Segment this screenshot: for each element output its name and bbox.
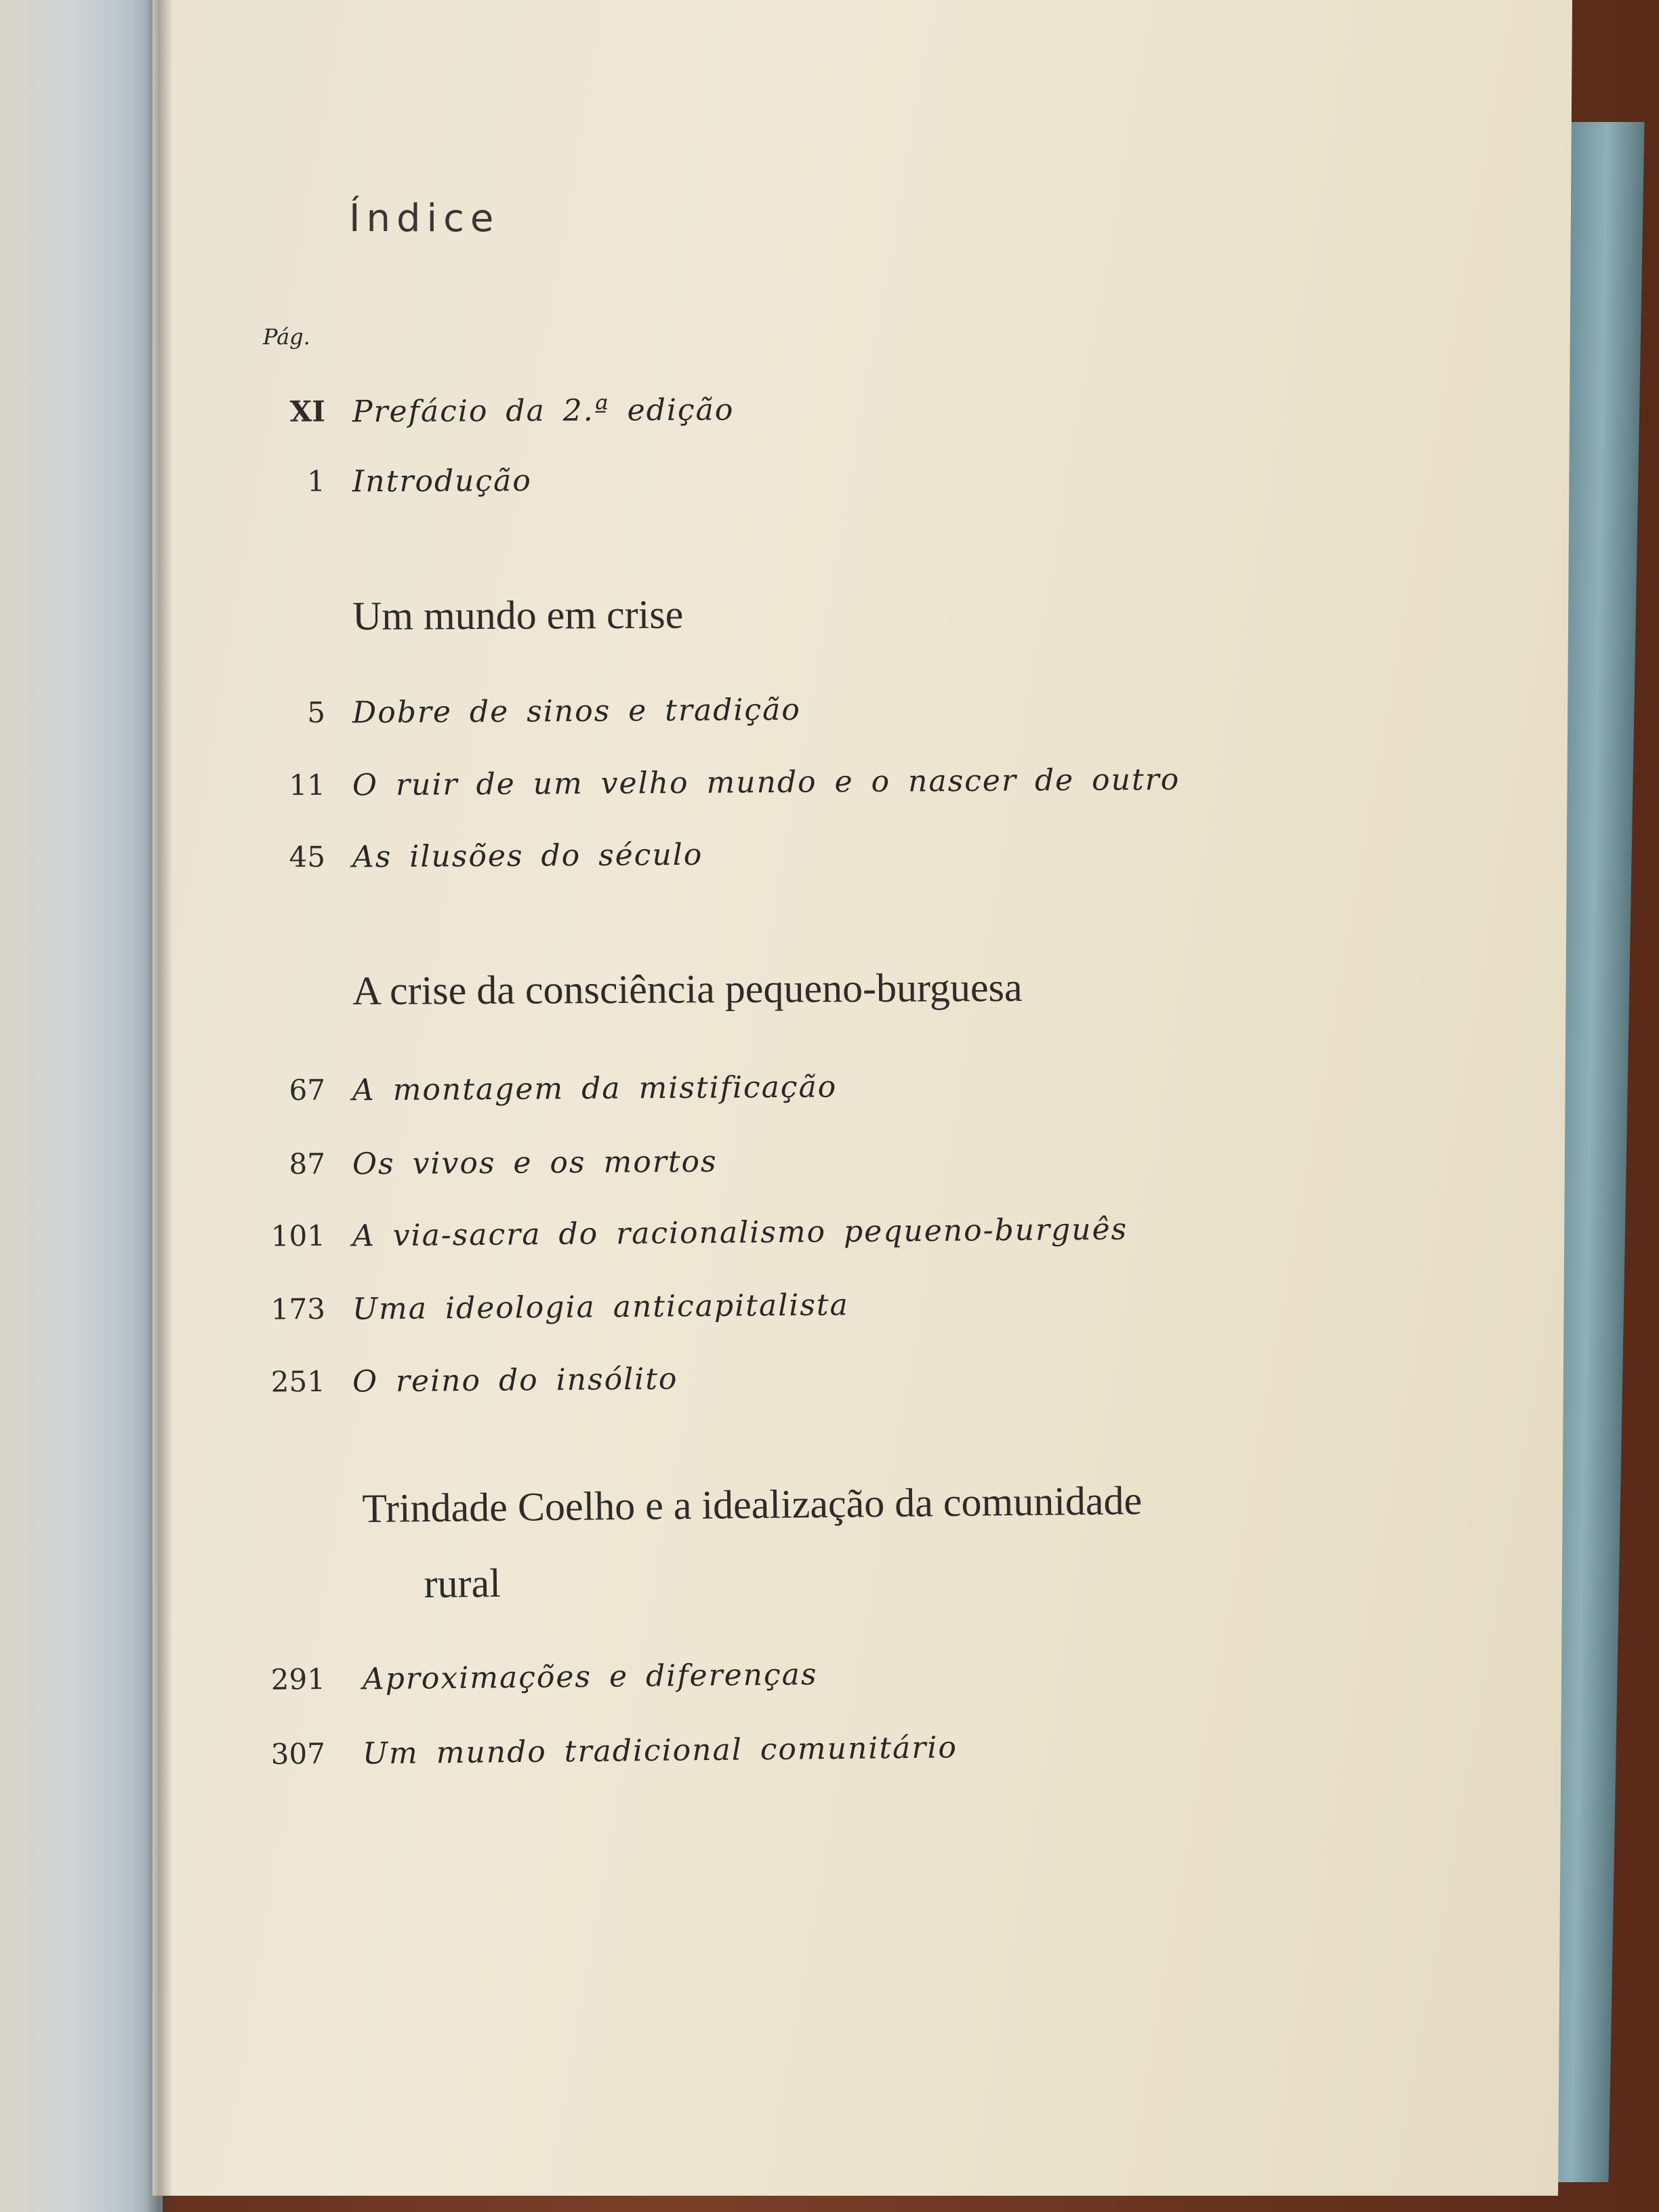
entry-page-number: 251: [270, 1364, 326, 1399]
section-heading-line: Trindade Coelho e a idealização da comunidade: [362, 1477, 1143, 1532]
toc-entry: [0, 1065, 1491, 1116]
entry-page-number: 1: [307, 464, 326, 498]
entry-page-number: 11: [289, 768, 326, 802]
entry-title: A montagem da mistificação: [352, 1069, 838, 1108]
entry-title: As ilusões do século: [352, 837, 703, 875]
entry-title: Um mundo tradicional comunitário: [362, 1730, 958, 1771]
toc-entry: [0, 760, 1491, 811]
toc-entry: [0, 1139, 1491, 1190]
toc-entry: [0, 1282, 1491, 1336]
toc-entry: [0, 832, 1491, 883]
section-heading: [362, 1460, 1407, 1622]
toc-entry: [0, 1650, 1491, 1706]
toc-entry: [0, 1725, 1491, 1781]
page-column-label: Pág.: [263, 324, 310, 350]
entry-title: A via-sacra do racionalismo pequeno-burguês: [352, 1212, 1128, 1254]
entry-title: Introdução: [352, 463, 532, 499]
entry-page-number: 101: [270, 1218, 326, 1253]
page-title: Índice: [349, 197, 500, 241]
entry-title: O ruir de um velho mundo e o nascer de outro: [352, 762, 1181, 803]
entry-page-number: 87: [289, 1147, 326, 1181]
section-heading: A crise da consciência pequeno-burguesa: [352, 964, 1023, 1013]
entry-page-number: 307: [270, 1736, 326, 1771]
entry-title: Aproximações e diferenças: [362, 1657, 818, 1697]
toc-entry: [0, 1355, 1491, 1408]
entry-page-number: XI: [289, 394, 326, 428]
section-heading: Um mundo em crise: [352, 592, 684, 638]
entry-page-number: 291: [270, 1662, 326, 1696]
entry-title: Prefácio da 2.ª edição: [352, 392, 735, 430]
entry-title: Dobre de sinos e tradição: [352, 692, 801, 731]
entry-page-number: 5: [307, 695, 326, 729]
entry-title: Os vivos e os mortos: [352, 1144, 718, 1182]
section-heading-line: rural: [424, 1560, 501, 1607]
entry-page-number: 173: [270, 1292, 326, 1326]
toc-entry: [0, 1209, 1491, 1263]
toc-entry: [0, 388, 1491, 437]
entry-title: O reino do insólito: [352, 1361, 678, 1399]
toc-entry: [0, 688, 1491, 739]
entry-page-number: 67: [289, 1073, 326, 1107]
entry-title: Uma ideologia anticapitalista: [352, 1288, 849, 1327]
toc-entry: [0, 458, 1491, 507]
entry-page-number: 45: [289, 840, 326, 874]
